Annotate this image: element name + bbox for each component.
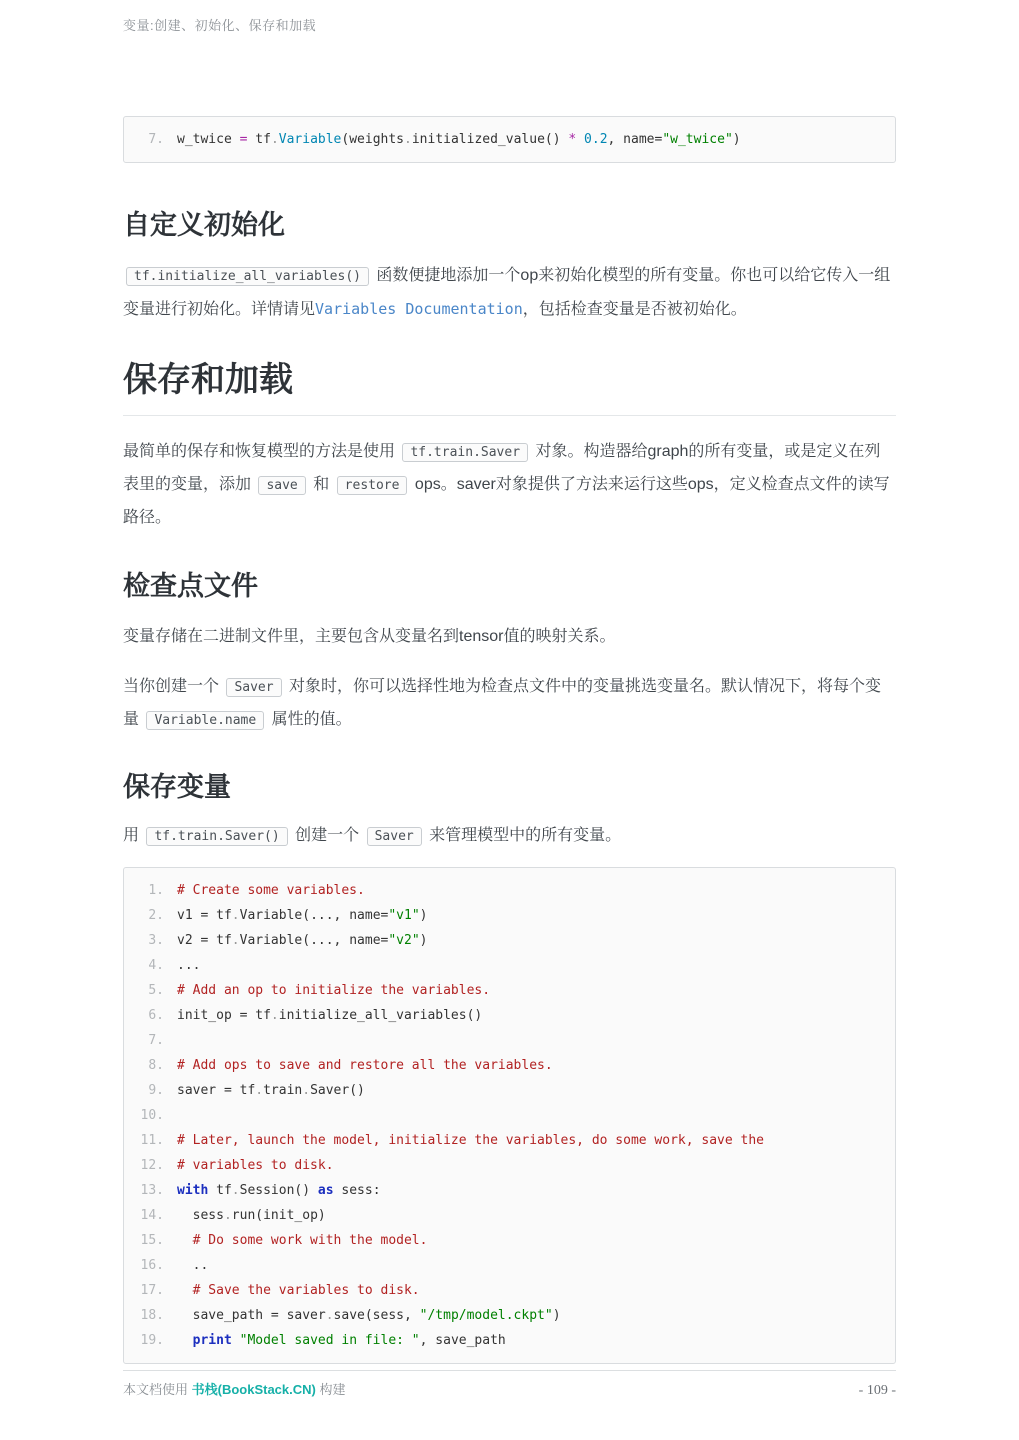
code-text — [177, 1258, 208, 1273]
footer-text-suffix: 构建 — [315, 1382, 346, 1397]
line-number: 11. — [140, 1133, 164, 1148]
line-number: 7. — [148, 1033, 164, 1048]
code-text — [177, 1008, 482, 1023]
code-text — [177, 1133, 764, 1148]
code-line — [138, 1003, 881, 1028]
code-token: . — [231, 1183, 240, 1198]
code-token: ) — [552, 1308, 561, 1323]
code-token: "v1" — [388, 908, 420, 923]
code-text — [177, 1183, 381, 1198]
page-footer — [123, 1370, 896, 1399]
code-line — [138, 1178, 881, 1203]
code-token: # Do some work with the model. — [177, 1233, 428, 1248]
code-token: . — [404, 132, 412, 147]
code-token: # Later, launch the model, initialize the variables, do some work, save the — [177, 1133, 764, 1148]
code-text — [177, 883, 365, 898]
line-number: 6. — [148, 1008, 164, 1023]
inline-code: Saver — [226, 678, 281, 697]
code-token — [232, 1333, 240, 1348]
code-text — [177, 1333, 506, 1348]
code-token: . — [302, 1083, 311, 1098]
line-number: 19. — [140, 1333, 164, 1348]
code-line — [138, 878, 881, 903]
code-token: Session() — [239, 1183, 318, 1198]
code-token: "/tmp/model.ckpt" — [419, 1308, 553, 1323]
code-token: initialize_all_variables() — [278, 1008, 483, 1023]
line-number: 13. — [140, 1183, 164, 1198]
code-token: Variable — [278, 132, 342, 147]
code-token: . — [270, 1008, 279, 1023]
code-token: train — [263, 1083, 303, 1098]
code-token: save(sess, — [333, 1308, 420, 1323]
code-token: , save_path — [419, 1333, 506, 1348]
heading-save-and-load: 保存和加载 — [123, 352, 896, 416]
paragraph-text: 属性的值。 — [267, 711, 352, 728]
paragraph-text: ，包括检查变量是否被初始化。 — [522, 301, 747, 318]
code-token: Variable — [239, 908, 303, 923]
paragraph-text: 和 — [308, 476, 334, 493]
code-token: saver = tf — [177, 1083, 256, 1098]
code-text — [177, 1308, 561, 1323]
inline-code: save — [258, 476, 305, 495]
line-number: 10. — [140, 1108, 164, 1123]
code-token: Saver() — [310, 1083, 365, 1098]
code-token: "v2" — [388, 933, 420, 948]
paragraph-text: 对象。构造器给graph的所有变量，或是定义在列表里的变量，添加 — [123, 443, 881, 493]
code-block-save-example — [123, 867, 896, 1364]
code-token: ) — [419, 908, 428, 923]
footer-text-prefix: 本文档使用 — [123, 1382, 192, 1397]
code-text — [177, 1083, 365, 1098]
line-number: 15. — [140, 1233, 164, 1248]
code-token: w_twice — [177, 132, 240, 147]
paragraph-text: 函数便捷地添加一个op来初始化模型的所有变量。你也可以给它传入一组变量进行初始化。详情请见 — [123, 267, 891, 318]
code-token: . — [223, 1208, 232, 1223]
code-line — [138, 127, 881, 152]
code-token: as — [317, 1183, 334, 1198]
code-token: # variables to disk. — [177, 1158, 334, 1173]
code-token: , name= — [607, 132, 663, 147]
code-line — [138, 1203, 881, 1228]
code-token: run(init_op) — [231, 1208, 326, 1223]
line-number: 7. — [148, 132, 164, 147]
code-token: (..., name= — [302, 933, 389, 948]
line-number: 18. — [140, 1308, 164, 1323]
code-token: (weights — [341, 132, 405, 147]
code-line — [138, 953, 881, 978]
code-text — [177, 1283, 420, 1298]
page-header-title: 变量:创建、初始化、保存和加载 — [123, 18, 317, 33]
code-line — [138, 1128, 881, 1153]
code-token: 0.2 — [584, 132, 608, 147]
paragraph-saving-variables — [123, 820, 896, 853]
code-token: # Save the variables to disk. — [177, 1283, 420, 1298]
code-token: init_op = tf — [177, 1008, 271, 1023]
document-content — [123, 116, 896, 1364]
footer-row — [123, 1371, 896, 1399]
paragraph-text: 对象时，你可以选择性地为检查点文件中的变量挑选变量名。默认情况下，将每个变量 — [123, 678, 882, 728]
code-line — [138, 928, 881, 953]
code-line — [138, 1028, 881, 1053]
code-token: v2 = tf — [177, 933, 232, 948]
code-text — [177, 908, 427, 923]
paragraph-text: 用 — [123, 827, 144, 844]
code-text — [177, 933, 427, 948]
code-token: ... — [177, 958, 201, 973]
heading-checkpoint-files: 检查点文件 — [123, 571, 258, 601]
code-token — [576, 132, 584, 147]
inline-code: tf.train.Saver() — [146, 827, 287, 846]
footer-builder-note — [123, 1379, 346, 1398]
code-token — [177, 1333, 193, 1348]
code-text — [177, 1208, 326, 1223]
line-number: 9. — [148, 1083, 164, 1098]
code-token: initialized_value — [411, 132, 545, 147]
paragraph-checkpoint-binary — [123, 621, 896, 653]
heading-custom-initialization: 自定义初始化 — [123, 210, 285, 240]
paragraph-text: 变量存储在二进制文件里，主要包含从变量名到tensor值的映射关系。 — [123, 628, 616, 645]
code-text — [177, 132, 741, 147]
line-number: 8. — [148, 1058, 164, 1073]
code-line — [138, 1103, 881, 1128]
code-token: . — [270, 132, 279, 147]
paragraph-saver-intro — [123, 436, 896, 534]
code-text — [177, 1233, 427, 1248]
code-token: with — [177, 1183, 209, 1198]
code-line — [138, 1278, 881, 1303]
paragraph-text: 最简单的保存和恢复模型的方法是使用 — [123, 443, 400, 460]
code-token: save_path = saver — [177, 1308, 326, 1323]
inline-code: tf.initialize_all_variables() — [126, 267, 369, 286]
line-number: 17. — [140, 1283, 164, 1298]
code-line — [138, 1228, 881, 1253]
line-number: 2. — [148, 908, 164, 923]
code-line — [138, 1078, 881, 1103]
code-token: sess: — [333, 1183, 381, 1198]
code-token: "Model saved in file: " — [239, 1333, 420, 1348]
code-token: tf — [247, 132, 271, 147]
page-header — [123, 0, 896, 34]
inline-code: Saver — [367, 827, 422, 846]
paragraph-text: ops。saver对象提供了方法来运行这些ops，定义检查点文件的读写路径。 — [123, 476, 890, 526]
line-number: 1. — [148, 883, 164, 898]
inline-code: restore — [337, 476, 408, 495]
code-token: "w_twice" — [662, 132, 733, 147]
code-token: # Create some variables. — [177, 883, 365, 898]
code-line — [138, 903, 881, 928]
code-token: ) — [732, 132, 741, 147]
code-token: v1 = tf — [177, 908, 232, 923]
line-number: 16. — [140, 1258, 164, 1273]
code-token: (..., name= — [302, 908, 389, 923]
line-number: 5. — [148, 983, 164, 998]
line-number: 4. — [148, 958, 164, 973]
code-token: sess — [177, 1208, 224, 1223]
paragraph-text: 来管理模型中的所有变量。 — [424, 827, 622, 844]
variables-documentation-link[interactable]: Variables Documentation — [315, 300, 523, 318]
footer-brand-link[interactable]: 书栈(BookStack.CN) — [191, 1382, 316, 1397]
code-line — [138, 978, 881, 1003]
code-token: . — [231, 908, 240, 923]
code-token: # Add ops to save and restore all the variables. — [177, 1058, 553, 1073]
code-token: tf — [208, 1183, 232, 1198]
code-line — [138, 1053, 881, 1078]
inline-code: Variable.name — [146, 711, 264, 730]
code-token: . — [255, 1083, 264, 1098]
paragraph-text: 当你创建一个 — [123, 678, 224, 695]
code-text — [177, 958, 200, 973]
code-text — [177, 1058, 553, 1073]
code-line — [138, 1328, 881, 1353]
heading-saving-variables: 保存变量 — [123, 772, 231, 802]
code-text — [177, 1158, 334, 1173]
code-token: * — [568, 132, 577, 147]
paragraph-text: 创建一个 — [290, 827, 364, 844]
code-token: ) — [419, 933, 428, 948]
code-text — [177, 983, 490, 998]
inline-code: tf.train.Saver — [402, 443, 528, 462]
code-token: . — [325, 1308, 334, 1323]
line-number: 14. — [140, 1208, 164, 1223]
line-number: 12. — [140, 1158, 164, 1173]
code-token: Variable — [239, 933, 303, 948]
line-number: 3. — [148, 933, 164, 948]
paragraph-custom-initialization — [123, 260, 896, 326]
code-token: () — [544, 132, 569, 147]
code-token: . — [231, 933, 240, 948]
paragraph-saver-naming — [123, 671, 896, 737]
code-line — [138, 1303, 881, 1328]
code-line — [138, 1153, 881, 1178]
code-block-w-twice — [123, 116, 896, 163]
code-line — [138, 1253, 881, 1278]
code-token: = — [239, 132, 248, 147]
code-token: # Add an op to initialize the variables. — [177, 983, 491, 998]
code-token: print — [192, 1333, 232, 1348]
code-token: .. — [177, 1258, 209, 1273]
footer-page-number: - 109 - — [858, 1383, 896, 1398]
